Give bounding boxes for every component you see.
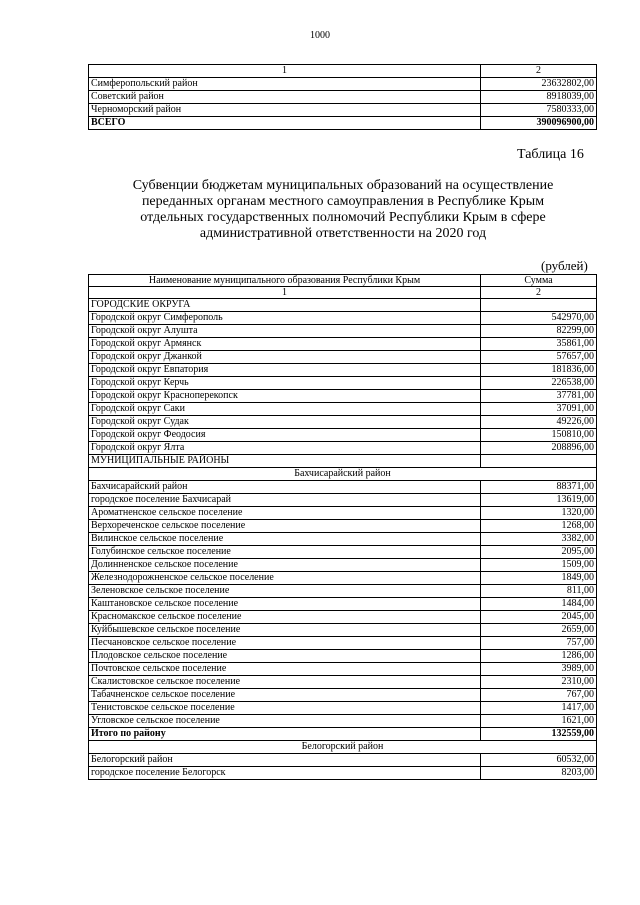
col-number: 1 (89, 287, 481, 299)
row-name: Угловское сельское поселение (89, 715, 481, 728)
table-row (89, 754, 597, 767)
row-name: Железнодорожненское сельское поселение (89, 572, 481, 585)
row-name: Городской округ Феодосия (89, 429, 481, 442)
row-sum: 1286,00 (481, 650, 597, 663)
row-name: Песчановское сельское поселение (89, 637, 481, 650)
table-row (89, 676, 597, 689)
district-title: Бахчисарайский район (89, 468, 597, 481)
table-row (89, 689, 597, 702)
row-sum: 7580333,00 (481, 104, 597, 117)
row-name: Городской округ Евпатория (89, 364, 481, 377)
table-row (89, 546, 597, 559)
row-sum: 2310,00 (481, 676, 597, 689)
total-label: ВСЕГО (89, 117, 481, 130)
column-numbers-row (89, 287, 597, 299)
row-sum: 37091,00 (481, 403, 597, 416)
row-name: Городской округ Керчь (89, 377, 481, 390)
table-row (89, 598, 597, 611)
col-number: 2 (481, 287, 597, 299)
table-row (89, 494, 597, 507)
table-row (89, 429, 597, 442)
row-name: Зеленовское сельское поселение (89, 585, 481, 598)
total-row (89, 117, 597, 130)
table-row (89, 351, 597, 364)
table-row (89, 624, 597, 637)
table-row (89, 585, 597, 598)
row-sum: 23632802,00 (481, 78, 597, 91)
row-sum: 150810,00 (481, 429, 597, 442)
table-row (89, 572, 597, 585)
row-name: Городской округ Джанкой (89, 351, 481, 364)
table-row (89, 104, 597, 117)
table-row (89, 715, 597, 728)
row-name: Табачненское сельское поселение (89, 689, 481, 702)
row-name: Каштановское сельское поселение (89, 598, 481, 611)
row-sum: 208896,00 (481, 442, 597, 455)
row-sum: 1849,00 (481, 572, 597, 585)
row-sum: 132559,00 (481, 728, 597, 741)
col-number: 2 (481, 65, 597, 78)
row-sum: 1268,00 (481, 520, 597, 533)
row-sum: 542970,00 (481, 312, 597, 325)
row-sum: 757,00 (481, 637, 597, 650)
row-sum: 1484,00 (481, 598, 597, 611)
title-line: Субвенции бюджетам муниципальных образований на осуществление (132, 178, 554, 193)
table-row (89, 65, 597, 78)
row-sum: 2095,00 (481, 546, 597, 559)
title-line: переданных органам местного самоуправления в Республике Крым (141, 194, 545, 209)
table-row (89, 403, 597, 416)
table-row (89, 442, 597, 455)
section-row (89, 468, 597, 481)
total-row (89, 728, 597, 741)
table-row (89, 507, 597, 520)
col-number: 1 (89, 65, 481, 78)
title-line: отдельных государственных полномочий Республики Крым в сфере (140, 210, 546, 225)
row-name: Городской округ Симферополь (89, 312, 481, 325)
table-row (89, 481, 597, 494)
row-name: Бахчисарайский район (89, 481, 481, 494)
row-name: Вилинское сельское поселение (89, 533, 481, 546)
row-name: Почтовское сельское поселение (89, 663, 481, 676)
row-sum: 1417,00 (481, 702, 597, 715)
table-row (89, 325, 597, 338)
row-sum: 8918039,00 (481, 91, 597, 104)
table-row (89, 377, 597, 390)
table-row (89, 559, 597, 572)
table-row (89, 663, 597, 676)
row-sum: 226538,00 (481, 377, 597, 390)
row-name: Черноморский район (89, 104, 481, 117)
row-sum: 8203,00 (481, 767, 597, 780)
row-name: Красномакское сельское поселение (89, 611, 481, 624)
row-name: городское поселение Бахчисарай (89, 494, 481, 507)
table-row (89, 650, 597, 663)
row-name: Городской округ Саки (89, 403, 481, 416)
row-name: Городской округ Красноперекопск (89, 390, 481, 403)
row-sum: 57657,00 (481, 351, 597, 364)
header-name: Наименование муниципального образования Республики Крым (89, 275, 481, 287)
row-sum: 49226,00 (481, 416, 597, 429)
table-row (89, 533, 597, 546)
row-sum: 1621,00 (481, 715, 597, 728)
row-name: Советский район (89, 91, 481, 104)
row-sum: 2045,00 (481, 611, 597, 624)
row-name: Верхореченское сельское поселение (89, 520, 481, 533)
row-sum: 1320,00 (481, 507, 597, 520)
row-sum: 3382,00 (481, 533, 597, 546)
units-label: (рублей) (541, 258, 588, 273)
row-name: городское поселение Белогорск (89, 767, 481, 780)
row-sum: 13619,00 (481, 494, 597, 507)
title-line: административной ответственности на 2020 год (199, 226, 487, 241)
table-row (89, 91, 597, 104)
section-title: МУНИЦИПАЛЬНЫЕ РАЙОНЫ (89, 455, 481, 468)
table-row (89, 416, 597, 429)
district-title: Белогорский район (89, 741, 597, 754)
header-sum: Сумма (481, 275, 597, 287)
table-row (89, 364, 597, 377)
section-row (89, 455, 597, 468)
empty-cell (481, 455, 597, 468)
row-name: Голубинское сельское поселение (89, 546, 481, 559)
table-row (89, 312, 597, 325)
row-sum: 767,00 (481, 689, 597, 702)
row-name: Итого по району (89, 728, 481, 741)
section-row (89, 299, 597, 312)
previous-table-continuation (88, 64, 597, 130)
row-name: Городской округ Ялта (89, 442, 481, 455)
row-sum: 35861,00 (481, 338, 597, 351)
row-name: Плодовское сельское поселение (89, 650, 481, 663)
row-sum: 2659,00 (481, 624, 597, 637)
table-title (90, 178, 596, 242)
table-label: Таблица 16 (517, 147, 584, 162)
header-row (89, 275, 597, 287)
section-row (89, 741, 597, 754)
row-name: Куйбышевское сельское поселение (89, 624, 481, 637)
row-name: Городской округ Алушта (89, 325, 481, 338)
table-row (89, 767, 597, 780)
table-row (89, 338, 597, 351)
row-sum: 181836,00 (481, 364, 597, 377)
row-name: Тенистовское сельское поселение (89, 702, 481, 715)
table-row (89, 637, 597, 650)
row-name: Долинненское сельское поселение (89, 559, 481, 572)
page-number: 1000 (310, 30, 330, 41)
row-sum: 82299,00 (481, 325, 597, 338)
table-row (89, 390, 597, 403)
row-name: Симферопольский район (89, 78, 481, 91)
row-sum: 1509,00 (481, 559, 597, 572)
row-name: Скалистовское сельское поселение (89, 676, 481, 689)
row-sum: 811,00 (481, 585, 597, 598)
row-name: Городской округ Судак (89, 416, 481, 429)
row-name: Городской округ Армянск (89, 338, 481, 351)
table-row (89, 702, 597, 715)
row-sum: 37781,00 (481, 390, 597, 403)
row-sum: 88371,00 (481, 481, 597, 494)
table-row (89, 78, 597, 91)
subventions-table (88, 274, 597, 780)
total-sum: 390096900,00 (481, 117, 597, 130)
row-sum: 60532,00 (481, 754, 597, 767)
row-name: Белогорский район (89, 754, 481, 767)
section-title: ГОРОДСКИЕ ОКРУГА (89, 299, 481, 312)
row-name: Ароматненское сельское поселение (89, 507, 481, 520)
table-row (89, 520, 597, 533)
empty-cell (481, 299, 597, 312)
table-row (89, 611, 597, 624)
row-sum: 3989,00 (481, 663, 597, 676)
